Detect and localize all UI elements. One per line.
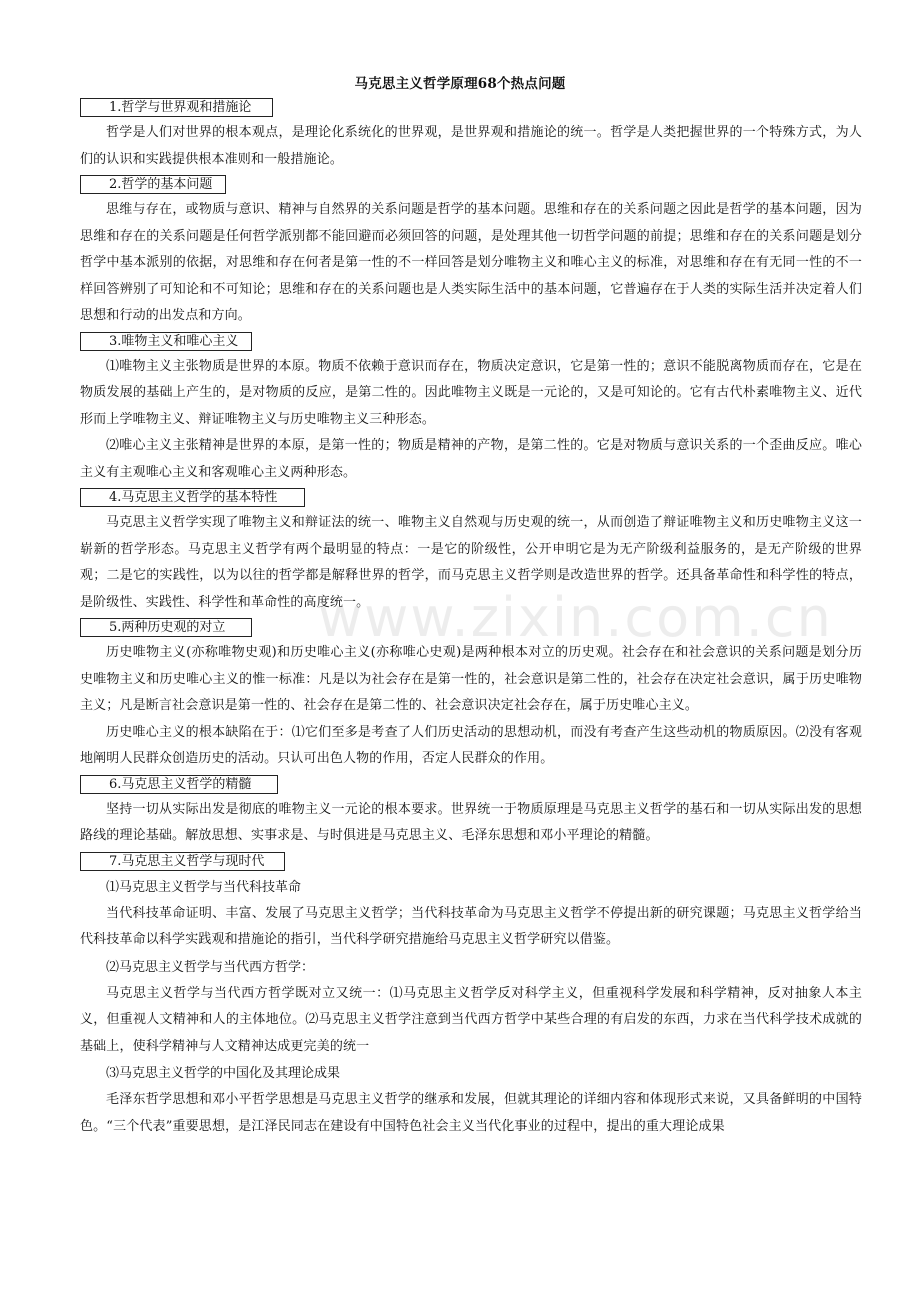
watermark-text: www.zixin.com.cn [318, 586, 833, 649]
section-heading: 2.哲学的基本问题 [80, 175, 226, 194]
paragraph: 当代科技革命证明、丰富、发展了马克思主义哲学；当代科技革命为马克思主义哲学不停提出新的研究课题；马克思主义哲学给当代科技革命以科学实践观和措施论的指引，当代科学研究措施给马克思主义哲学研究以借鉴。 [80, 905, 862, 947]
paragraph: 毛泽东哲学思想和邓小平哲学思想是马克思主义哲学的继承和发展，但就其理论的详细内容和体现形式来说，又具备鲜明的中国特色。“三个代表”重要思想，是江泽民同志在建设有中国特色社会主义当代化事业的过程中，提出的重大理论成果 [80, 1092, 862, 1134]
paragraph: 历史唯物主义(亦称唯物史观)和历史唯心主义(亦称唯心史观)是两种根本对立的历史观。社会存在和社会意识的关系问题是划分历史唯物主义和历史唯心主义的惟一标准：凡是以为社会存在是第一性的，社会意识是第二性的，社会存在决定社会意识，属于历史唯物主义；凡是断言社会意识是第一性的、社会存在是第二性的、社会意识决定社会存在，属于历史唯心主义。 [80, 645, 862, 713]
paragraph: 历史唯心主义的根本缺陷在于：⑴它们至多是考查了人们历史活动的思想动机，而没有考查产生这些动机的物质原因。⑵没有客观地阐明人民群众创造历史的活动。只认可出色人物的作用，否定人民群众的作用。 [80, 724, 862, 766]
section-2 [80, 173, 862, 330]
section-4 [80, 486, 862, 616]
section-heading: 7.马克思主义哲学与现时代 [80, 852, 285, 871]
section-5 [80, 616, 862, 773]
document-title: 马克思主义哲学原理68个热点问题 [354, 76, 566, 92]
subheading: ⑵马克思主义哲学与当代西方哲学： [106, 959, 315, 975]
paragraph: 坚持一切从实际出发是彻底的唯物主义一元论的根本要求。世界统一于物质原理是马克思主义哲学的基石和一切从实际出发的思想路线的理论基础。解放思想、实事求是、与时俱进是马克思主义、毛泽东思想和邓小平理论的精髓。 [80, 801, 862, 843]
document-body [80, 96, 862, 1140]
paragraph: 哲学是人们对世界的根本观点，是理论化系统化的世界观，是世界观和措施论的统一。哲学是人类把握世界的一个特殊方式，为人们的认识和实践提供根本准则和一般措施论。 [80, 125, 862, 167]
paragraph: 思维与存在，或物质与意识、精神与自然界的关系问题是哲学的基本问题。思维和存在的关系问题之因此是哲学的基本问题，因为思维和存在的关系问题是任何哲学派别都不能回避而必须回答的问题，是处理其他一切哲学问题的前提；思维和存在的关系问题是划分哲学中基本派别的依据，对思维和存在何者是第一性的不一样回答是划分唯物主义和唯心主义的标准，对思维和存在有无同一性的不一样回答辨别了可知论和不可知论；思维和存在的关系问题也是人类实际生活中的基本问题，它普遍存在于人类的实际生活并决定着人们思想和行动的出发点和方向。 [80, 202, 862, 323]
section-heading: 3.唯物主义和唯心主义 [80, 332, 252, 351]
paragraph: 马克思主义哲学实现了唯物主义和辩证法的统一、唯物主义自然观与历史观的统一，从而创造了辩证唯物主义和历史唯物主义这一崭新的哲学形态。马克思主义哲学有两个最明显的特点：一是它的阶级性，公开申明它是为无产阶级利益服务的，是无产阶级的世界观；二是它的实践性，以为以往的哲学都是解释世界的哲学，而马克思主义哲学则是改造世界的哲学。还具备革命性和科学性的特点，是阶级性、实践性、科学性和革命性的高度统一。 [80, 515, 862, 610]
section-7 [80, 850, 862, 1141]
subheading: ⑶马克思主义哲学的中国化及其理论成果 [106, 1066, 341, 1081]
paragraph: ⑴唯物主义主张物质是世界的本原。物质不依赖于意识而存在，物质决定意识，它是第一性的；意识不能脱离物质而存在，它是在物质发展的基础上产生的，是对物质的反应，是第二性的。因此唯物主义既是一元论的，又是可知论的。它有古代朴素唯物主义、近代形而上学唯物主义、辩证唯物主义与历史唯物主义三种形态。 [80, 358, 862, 427]
section-3 [80, 330, 862, 487]
subheading: ⑴马克思主义哲学与当代科技革命 [106, 879, 302, 895]
section-heading: 5.两种历史观的对立 [80, 618, 252, 637]
section-heading: 6.马克思主义哲学的精髓 [80, 775, 278, 794]
section-heading: 1.哲学与世界观和措施论 [80, 98, 273, 117]
section-1 [80, 96, 862, 173]
paragraph: ⑵唯心主义主张精神是世界的本原，是第一性的；物质是精神的产物，是第二性的。它是对物质与意识关系的一个歪曲反应。唯心主义有主观唯心主义和客观唯心主义两种形态。 [80, 438, 862, 480]
section-heading: 4.马克思主义哲学的基本特性 [80, 488, 305, 507]
section-6 [80, 773, 862, 850]
paragraph: 马克思主义哲学与当代西方哲学既对立又统一：⑴马克思主义哲学反对科学主义，但重视科学发展和科学精神，反对抽象人本主义，但重视人文精神和人的主体地位。⑵马克思主义哲学注意到当代西方哲学中某些合理的有启发的东西，力求在当代科学技术成就的基础上，使科学精神与人文精神达成更完美的统一 [80, 985, 862, 1054]
